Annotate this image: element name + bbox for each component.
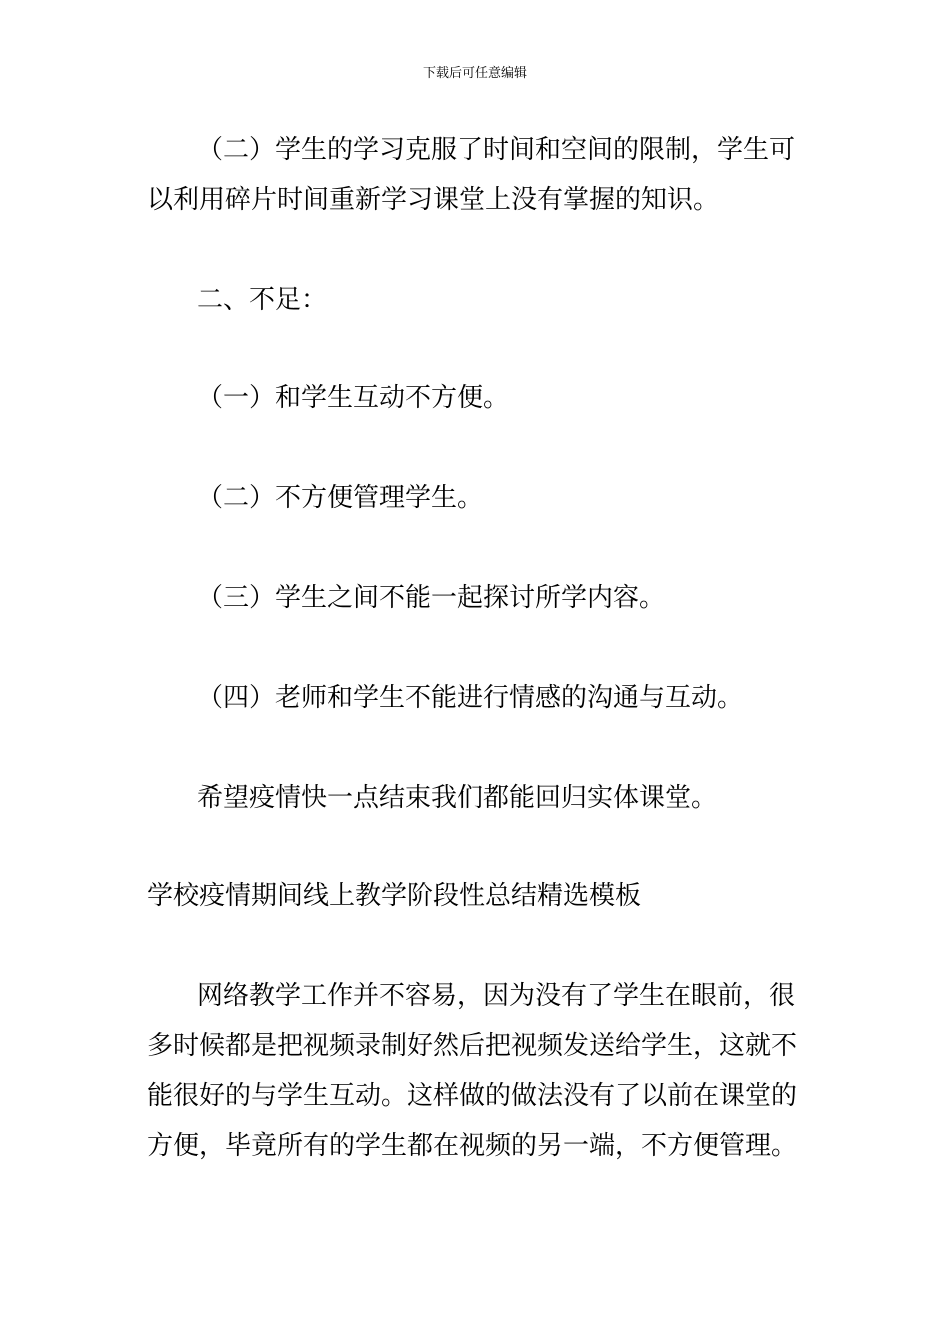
list-item: （一）和学生互动不方便。	[197, 383, 510, 413]
list-item: （三）学生之间不能一起探讨所学内容。	[197, 583, 666, 613]
paragraph-line: 能很好的与学生互动。这样做的做法没有了以前在课堂的	[147, 1081, 798, 1111]
paragraph-line: 方便，毕竟所有的学生都在视频的另一端，不方便管理。	[147, 1131, 798, 1161]
list-item: （二）不方便管理学生。	[197, 483, 484, 513]
paragraph-line: 网络教学工作并不容易，因为没有了学生在眼前，很	[197, 981, 796, 1011]
paragraph-line: 以利用碎片时间重新学习课堂上没有掌握的知识。	[147, 185, 720, 215]
closing-paragraph: 希望疫情快一点结束我们都能回归实体课堂。	[197, 783, 718, 813]
page-header-note: 下载后可任意编辑	[422, 66, 527, 81]
paragraph-line: 多时候都是把视频录制好然后把视频发送给学生，这就不	[147, 1031, 798, 1061]
paragraph-line: （二）学生的学习克服了时间和空间的限制，学生可	[197, 135, 796, 165]
section-heading: 二、不足：	[197, 285, 328, 315]
section-title: 学校疫情期间线上教学阶段性总结精选模板	[147, 881, 642, 911]
list-item: （四）老师和学生不能进行情感的沟通与互动。	[197, 683, 744, 713]
